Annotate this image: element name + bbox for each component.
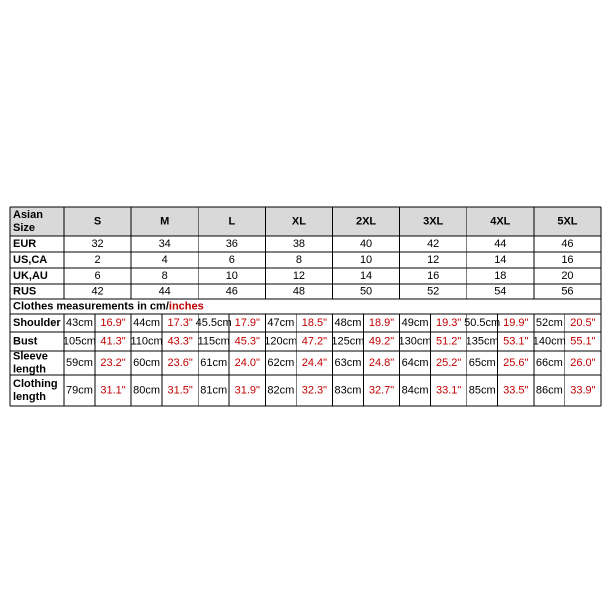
measurement-inch-value: 32.7" (368, 384, 395, 397)
conversion-value: 12 (292, 270, 306, 282)
size-header-l: L (228, 215, 236, 228)
conversion-value: 36 (225, 238, 238, 250)
measurement-label: Bust (13, 335, 38, 348)
measurement-cm-value: 125cm (331, 335, 365, 348)
measurement-cm-value: 52cm (535, 317, 563, 329)
measurement-cm-value: 61cm (200, 357, 228, 369)
measurement-inch-value: 49.2" (368, 335, 395, 348)
measurement-cm-value: 110cm (130, 335, 163, 348)
measurement-cm-value: 50.5cm (464, 317, 501, 329)
conversion-value: 4 (161, 254, 168, 266)
measurement-label: length (13, 363, 46, 376)
measurement-inch-value: 51.2" (435, 335, 462, 348)
measurement-inch-value: 31.1" (100, 384, 126, 397)
measurement-inch-value: 25.2" (435, 357, 462, 369)
measurement-cm-value: 81cm (200, 384, 228, 397)
conversion-value: 12 (427, 254, 440, 266)
measurement-inch-value: 20.5" (570, 317, 596, 329)
measurement-inch-value: 25.6" (503, 357, 529, 369)
measurement-cm-value: 135cm (465, 335, 499, 348)
measurement-cm-value: 49cm (401, 317, 429, 329)
measurement-cm-value: 85cm (468, 384, 496, 397)
size-header-5xl: 5XL (557, 215, 578, 228)
measurement-inch-value: 26.0" (570, 357, 596, 369)
conversion-value: 44 (158, 285, 171, 298)
measurement-cm-value: 64cm (401, 357, 429, 369)
conversion-value: 16 (561, 254, 574, 266)
measurement-inch-value: 24.8" (368, 357, 395, 369)
measurement-cm-value: 82cm (267, 384, 295, 397)
conversion-value: 42 (427, 238, 440, 250)
size-header-4xl: 4XL (490, 215, 511, 228)
conversion-value: 34 (158, 238, 171, 250)
measurement-inch-value: 33.1" (435, 384, 462, 397)
measurement-cm-value: 43cm (65, 317, 93, 329)
measurement-label: Clothing (13, 378, 58, 390)
size-header-3xl: 3XL (423, 215, 444, 228)
conversion-value: 38 (292, 238, 306, 250)
measurement-label: length (13, 391, 46, 403)
measurement-cm-value: 62cm (267, 357, 295, 369)
conversion-label: US,CA (13, 254, 48, 266)
conversion-value: 40 (359, 238, 373, 250)
conversion-value: 14 (359, 270, 373, 282)
measurement-cm-value: 83cm (334, 384, 362, 397)
conversion-value: 50 (359, 285, 373, 298)
conversion-value: 14 (494, 254, 507, 266)
measurement-inch-value: 24.4" (301, 357, 328, 369)
conversion-value: 46 (561, 238, 574, 250)
measurement-inch-value: 31.9" (234, 384, 260, 397)
measurement-inch-value: 33.9" (570, 384, 596, 397)
measurement-cm-value: 65cm (468, 357, 496, 369)
measurement-inch-value: 32.3" (301, 384, 328, 397)
measurement-cm-value: 48cm (334, 317, 362, 329)
measurement-inch-value: 47.2" (301, 335, 328, 348)
measurement-cm-value: 84cm (401, 384, 429, 397)
measurement-cm-value: 45.5cm (195, 317, 232, 329)
measurement-cm-value: 120cm (264, 335, 298, 348)
measurement-cm-value: 86cm (535, 384, 563, 397)
measurement-inch-value: 19.9" (503, 317, 529, 329)
measurement-inch-value: 33.5" (503, 384, 529, 397)
measurement-inch-value: 55.1" (570, 335, 596, 348)
conversion-value: 8 (161, 270, 168, 282)
conversion-label: RUS (13, 285, 37, 298)
measurement-inch-value: 17.3" (167, 317, 193, 329)
section-title (13, 301, 204, 313)
conversion-value: 44 (494, 238, 507, 250)
conversion-value: 54 (494, 285, 507, 298)
conversion-value: 18 (494, 270, 507, 282)
conversion-value: 10 (225, 270, 238, 282)
conversion-label: EUR (13, 238, 37, 250)
measurement-inch-value: 18.5" (301, 317, 328, 329)
measurement-cm-value: 79cm (65, 384, 93, 397)
size-header-xl: XL (291, 215, 306, 228)
conversion-value: 6 (94, 270, 101, 282)
conversion-label: UK,AU (13, 270, 48, 282)
measurement-inch-value: 24.0" (234, 357, 260, 369)
measurement-label: Shoulder (13, 317, 61, 329)
measurement-inch-value: 17.9" (234, 317, 260, 329)
conversion-value: 52 (427, 285, 440, 298)
measurement-inch-value: 19.3" (435, 317, 462, 329)
section-title-inches: inches (168, 300, 204, 313)
conversion-value: 56 (561, 285, 574, 298)
measurement-cm-value: 63cm (334, 357, 362, 369)
measurement-cm-value: 105cm (62, 335, 96, 348)
measurement-inch-value: 45.3" (234, 335, 260, 348)
conversion-value: 42 (91, 285, 104, 298)
measurement-cm-value: 66cm (535, 357, 563, 369)
measurement-cm-value: 80cm (133, 384, 161, 397)
conversion-value: 16 (427, 270, 440, 282)
measurement-cm-value: 115cm (197, 335, 230, 348)
section-title-cm: Clothes measurements in cm/ (13, 300, 169, 313)
size-header-2xl: 2XL (355, 215, 377, 228)
header-label: Size (13, 222, 36, 234)
measurement-cm-value: 59cm (65, 357, 93, 369)
conversion-value: 46 (225, 285, 238, 298)
conversion-value: 20 (561, 270, 574, 282)
conversion-value: 48 (292, 285, 306, 298)
measurement-label: Sleeve (13, 350, 48, 363)
conversion-value: 10 (359, 254, 373, 266)
conversion-value: 32 (91, 238, 104, 250)
measurement-inch-value: 18.9" (368, 317, 395, 329)
header-label: Asian (13, 209, 43, 221)
measurement-inch-value: 43.3" (167, 335, 193, 348)
measurement-cm-value: 60cm (133, 357, 161, 369)
measurement-cm-value: 130cm (398, 335, 432, 348)
conversion-value: 6 (228, 254, 235, 266)
measurement-cm-value: 44cm (133, 317, 161, 329)
measurement-inch-value: 16.9" (100, 317, 126, 329)
measurement-cm-value: 47cm (267, 317, 295, 329)
measurement-inch-value: 41.3" (100, 335, 126, 348)
measurement-inch-value: 31.5" (167, 384, 193, 397)
size-header-s: S (93, 215, 102, 228)
measurement-inch-value: 53.1" (503, 335, 529, 348)
measurement-cm-value: 140cm (532, 335, 566, 348)
size-header-m: M (160, 215, 170, 228)
measurement-inch-value: 23.6" (167, 357, 193, 369)
conversion-value: 2 (94, 254, 101, 266)
conversion-value: 8 (295, 254, 302, 266)
measurement-inch-value: 23.2" (100, 357, 126, 369)
